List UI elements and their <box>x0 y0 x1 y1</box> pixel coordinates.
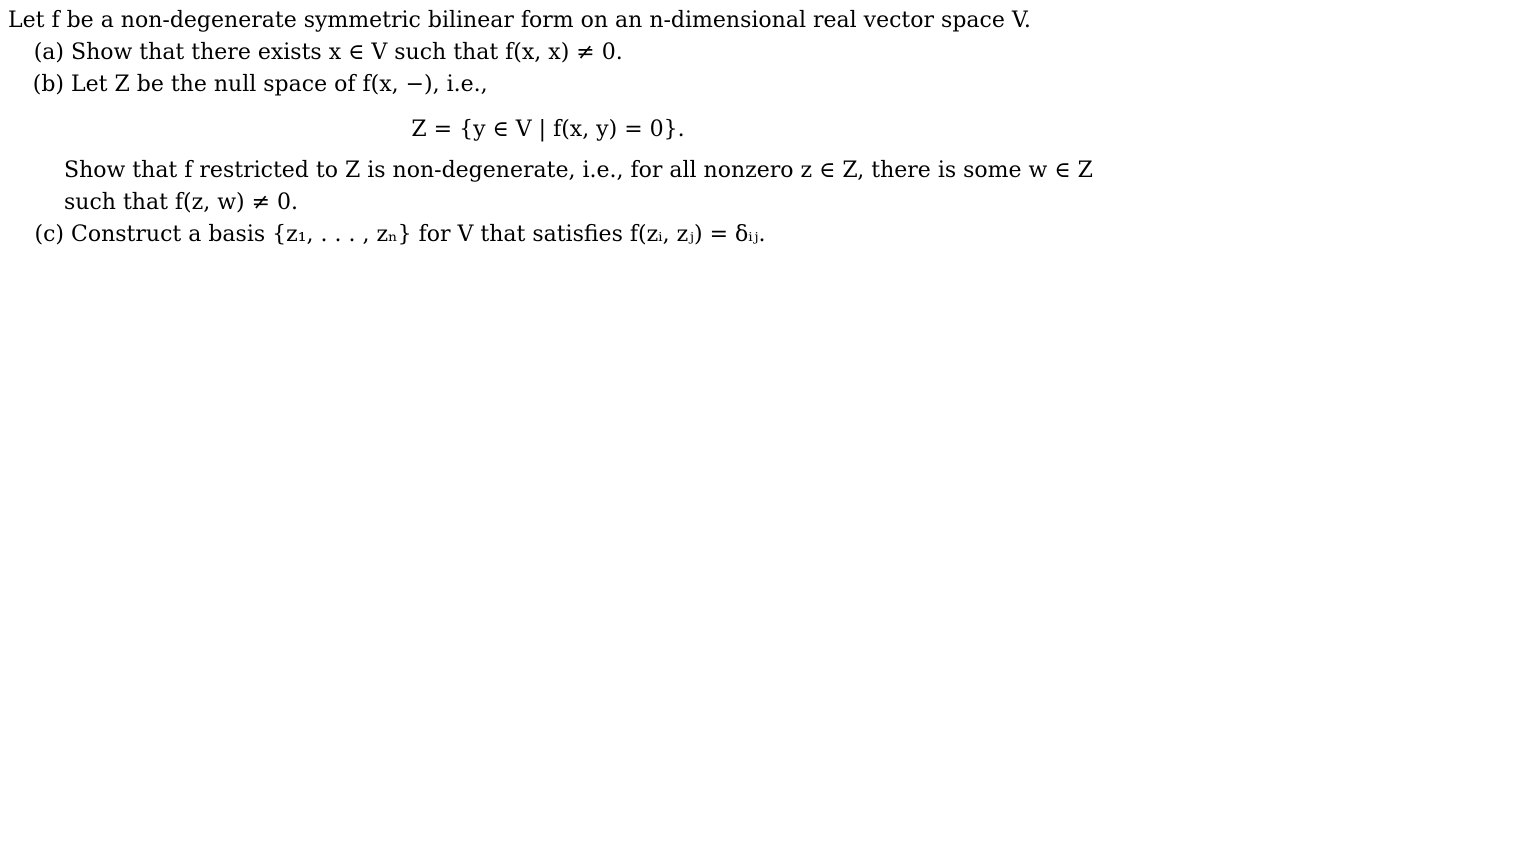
part-b-text: Let Z be the null space of f(x, −), i.e., <box>71 72 488 97</box>
part-c <box>8 219 1208 251</box>
part-b-continuation-1: Show that f restricted to Z is non-degenerate, i.e., for all nonzero z ∈ Z, there is some w ∈ Z <box>64 158 1093 183</box>
null-space-equation: Z = {y ∈ V | f(x, y) = 0}. <box>411 117 685 142</box>
part-c-label: (c) <box>34 222 64 247</box>
part-b <box>8 69 1208 101</box>
problem-intro: Let f be a non-degenerate symmetric bilinear form on an n-dimensional real vector space V. <box>8 8 1031 33</box>
part-b-continuation-2: such that f(z, w) ≠ 0. <box>64 190 299 215</box>
part-a-text: Show that there exists x ∈ V such that f(x, x) ≠ 0. <box>71 40 623 65</box>
part-c-text: Construct a basis {z₁, . . . , zₙ} for V that satisfies f(zᵢ, zⱼ) = δᵢⱼ. <box>71 222 766 247</box>
problem-document <box>8 5 1208 251</box>
part-b-label: (b) <box>32 72 64 97</box>
part-a <box>8 37 1208 69</box>
part-a-label: (a) <box>33 40 64 65</box>
